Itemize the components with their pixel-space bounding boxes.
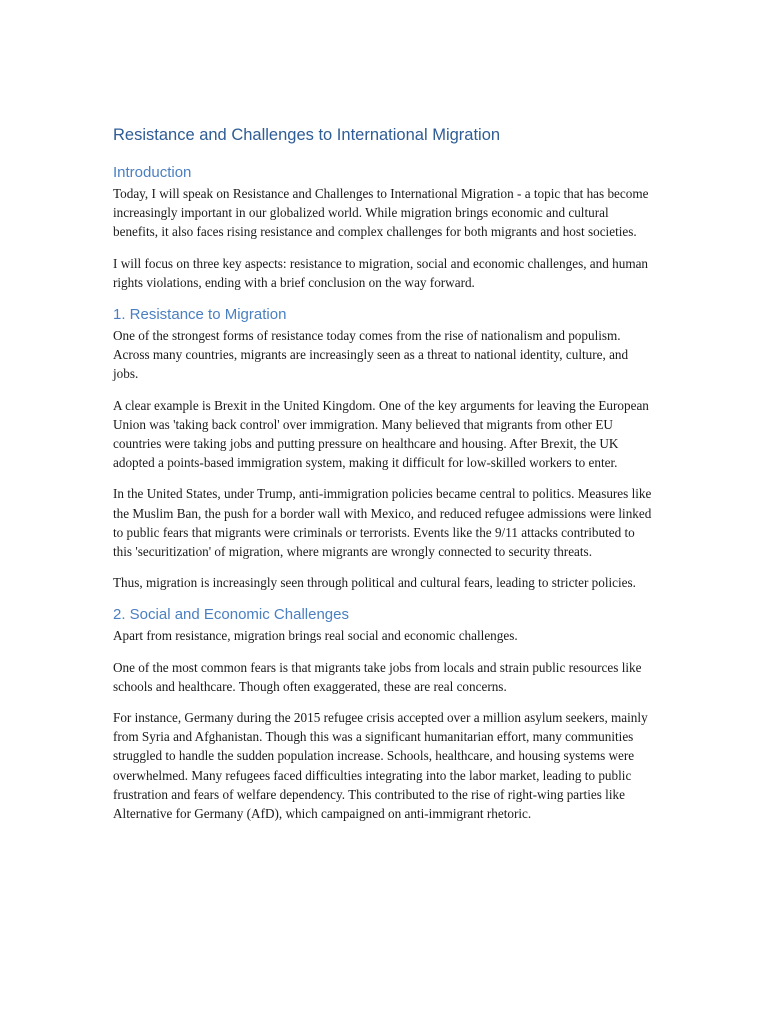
paragraph: For instance, Germany during the 2015 refugee crisis accepted over a million asylum seekers, mainly from Syria and Afghanistan. Though this was a significant humanitarian effort, many communities struggled to handle the sudden population increase. Schools, healthcare, and housing systems were overwhelmed. Many refugees faced difficulties integrating into the labor market, leading to public frustration and fears of welfare dependency. This contributed to the rise of right-wing parties like Alternative for Germany (AfD), which campaigned on anti-immigrant rhetoric.: [113, 710, 648, 822]
paragraph: One of the most common fears is that migrants take jobs from locals and strain public resources like schools and healthcare. Though often exaggerated, these are real concerns.: [113, 659, 642, 694]
paragraph: Apart from resistance, migration brings real social and economic challenges.: [113, 628, 518, 644]
section-heading: 2. Social and Economic Challenges: [113, 606, 349, 624]
document-page: [113, 122, 653, 835]
section-heading: 1. Resistance to Migration: [113, 306, 287, 324]
section-heading: Introduction: [113, 164, 192, 181]
paragraph: A clear example is Brexit in the United Kingdom. One of the key arguments for leaving the European Union was 'taking back control' over immigration. Many believed that migrants from other EU countries were taking jobs and putting pressure on healthcare and housing. After Brexit, the UK adopted a points-based immigration system, making it difficult for low-skilled workers to enter.: [113, 397, 649, 471]
document-title: Resistance and Challenges to International Migration: [113, 126, 501, 144]
section-introduction: [113, 162, 653, 292]
paragraph: In the United States, under Trump, anti-immigration policies became central to politics. Measures like the Muslim Ban, the push for a border wall with Mexico, and reduced refugee admissions were linked to public fears that migrants were criminals or terrorists. Events like the 9/11 attacks contributed to this 'securitization' of migration, where migrants are wrongly connected to security threats.: [113, 486, 652, 560]
paragraph: One of the strongest forms of resistance today comes from the rise of nationalism and populism. Across many countries, migrants are increasingly seen as a threat to national identity, culture, and jobs.: [113, 328, 629, 382]
paragraph: Thus, migration is increasingly seen through political and cultural fears, leading to stricter policies.: [113, 575, 636, 591]
paragraph: I will focus on three key aspects: resistance to migration, social and economic challenges, and human rights violations, ending with a brief conclusion on the way forward.: [113, 255, 649, 290]
paragraph: Today, I will speak on Resistance and Challenges to International Migration - a topic that has become increasingly important in our globalized world. While migration brings economic and cultural benefits, it also faces rising resistance and complex challenges for both migrants and host societies.: [113, 186, 649, 240]
section-resistance: [113, 304, 653, 592]
section-social-economic: [113, 604, 653, 823]
